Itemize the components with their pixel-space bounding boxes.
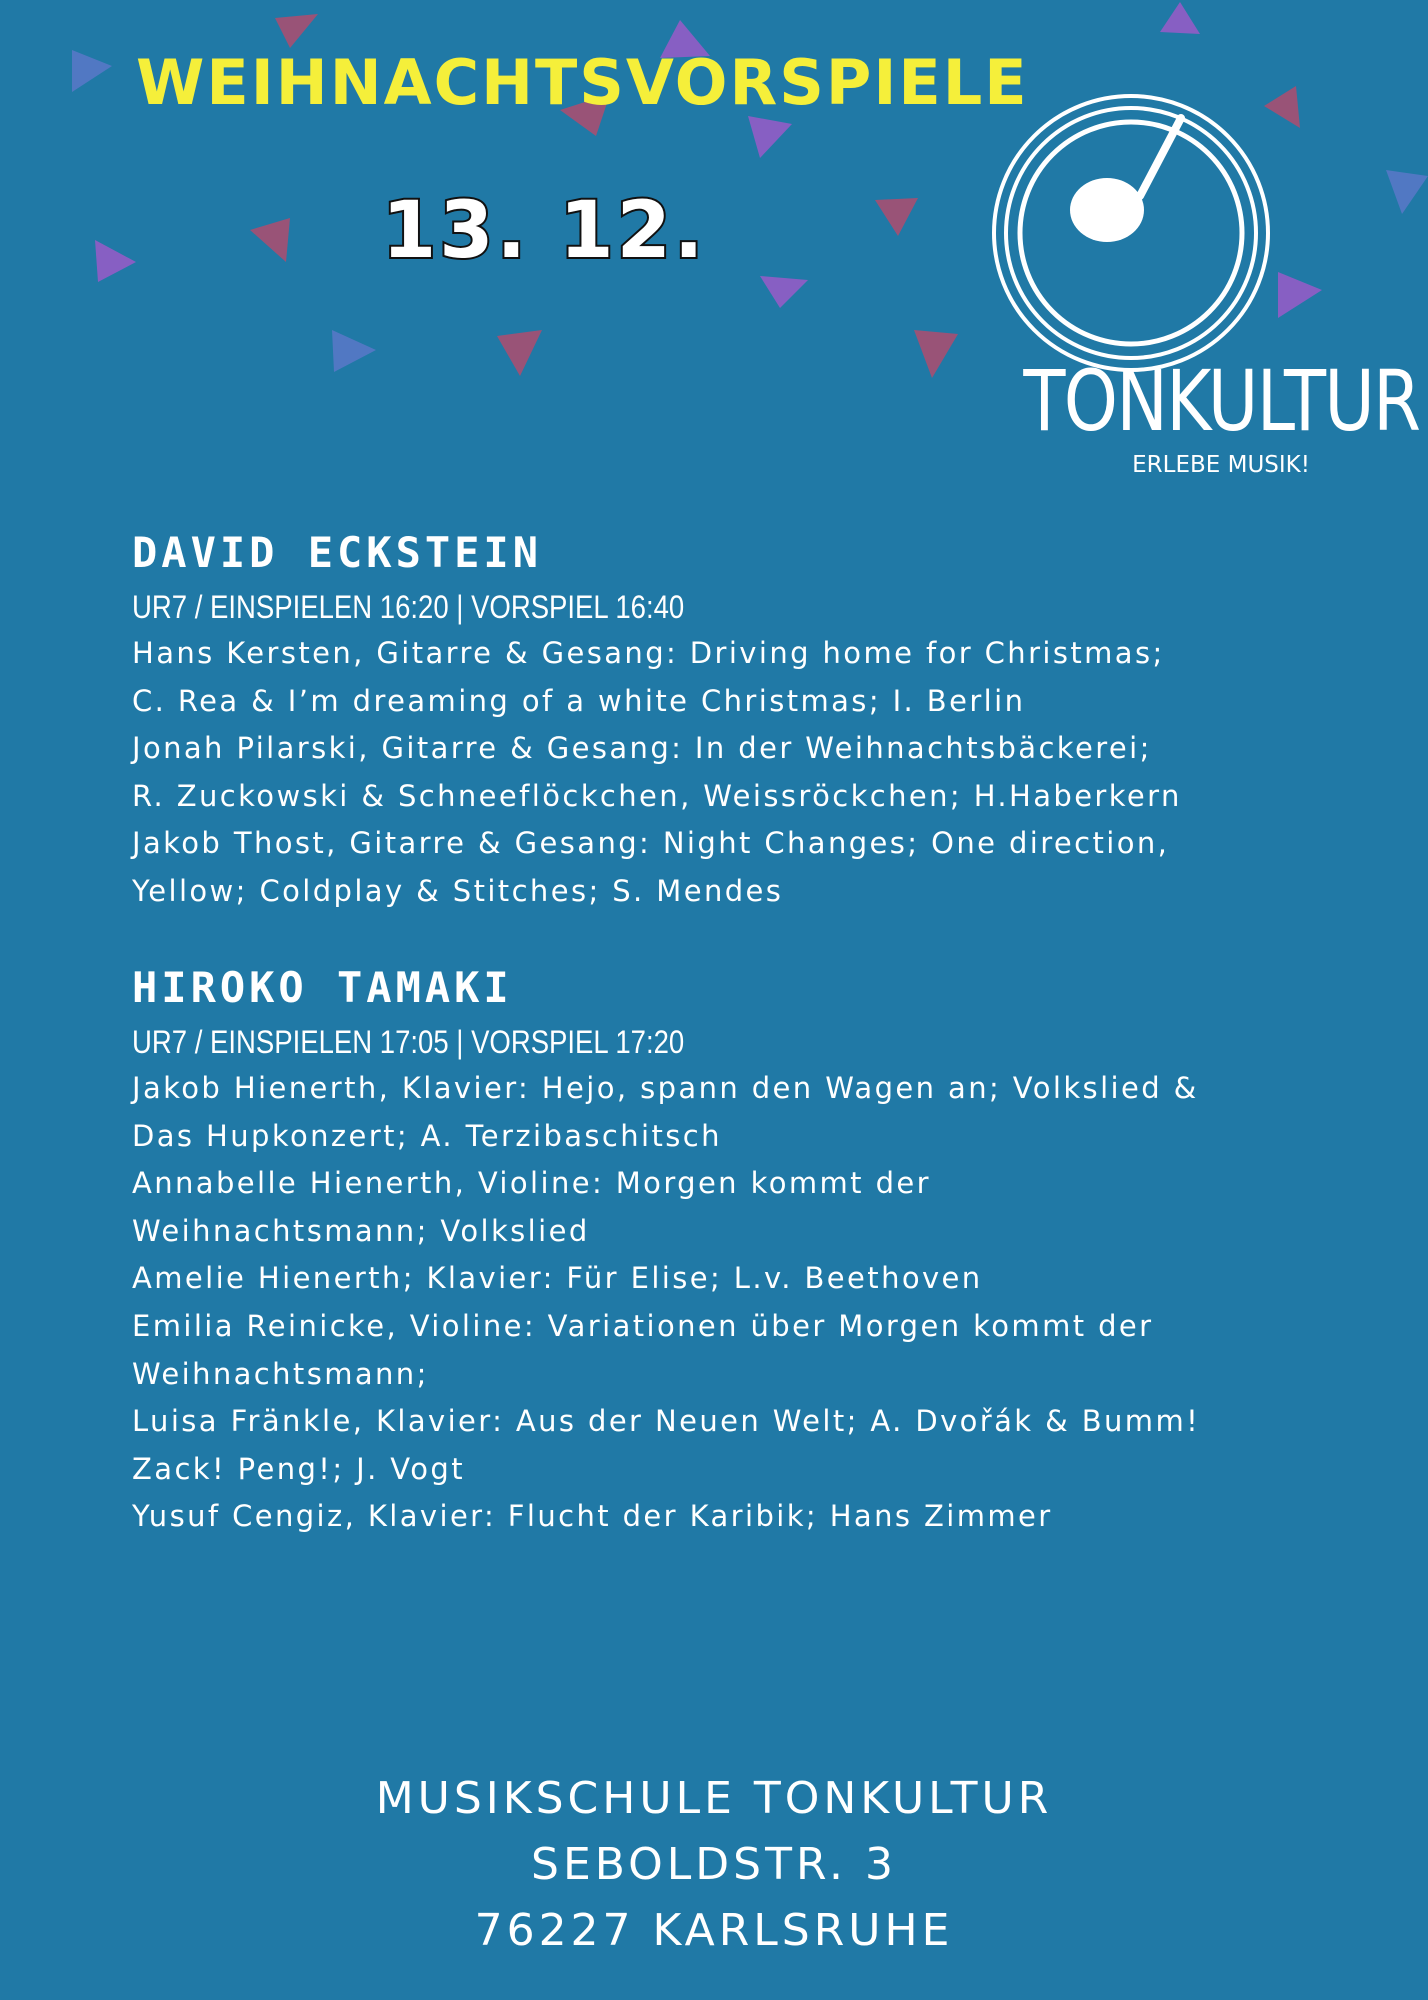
confetti-triangle [748,116,792,158]
confetti-triangle [275,14,318,48]
teacher-section [132,528,1332,916]
program-line: C. Rea & I’m dreaming of a white Christmas; I. Berlin [132,683,1026,718]
program-line: Das Hupkonzert; A. Terzibaschitsch [132,1118,722,1153]
program-line: Emilia Reinicke, Violine: Variationen über Morgen kommt der [132,1308,1154,1343]
event-date: 13. 12. [382,186,707,276]
confetti-triangle [1278,272,1322,318]
confetti-triangle [914,330,958,378]
program-line: Jakob Thost, Gitarre & Gesang: Night Changes; One direction, [132,826,1170,861]
venue-city: 76227 KARLSRUHE [474,1905,954,1956]
program-line: Jonah Pilarski, Gitarre & Gesang: In der Weihnachtsbäckerei; [132,731,1152,766]
program-line: Annabelle Hienerth, Violine: Morgen kommt der [132,1166,931,1201]
schedule-info: UR7 / EINSPIELEN 17:05 | VORSPIEL 17:20 [132,1024,685,1060]
program-line: Yellow; Coldplay & Stitches; S. Mendes [132,873,784,908]
confetti-triangle [250,218,290,262]
program-line: Weihnachtsmann; Volkslied [132,1213,590,1248]
confetti-triangle [1160,2,1200,34]
program-line: Jakob Hienerth, Klavier: Hejo, spann den Wagen an; Volkslied & [132,1071,1199,1105]
program-line: Zack! Peng!; J. Vogt [132,1451,466,1486]
confetti-triangle [72,50,112,92]
program-line: Hans Kersten, Gitarre & Gesang: Driving home for Christmas; [132,636,1165,670]
confetti-triangle [760,276,808,308]
confetti-triangle [1386,170,1428,214]
venue-street: SEBOLDSTR. 3 [531,1839,897,1890]
teacher-name: DAVID ECKSTEIN [132,528,543,577]
brand-name: TONKULTUR [1023,352,1420,450]
venue-name: MUSIKSCHULE TONKULTUR [375,1773,1053,1824]
teacher-name: HIROKO TAMAKI [132,963,513,1012]
confetti-triangle [332,330,376,372]
venue-address [0,1766,1428,1964]
program-line: Yusuf Cengiz, Klavier: Flucht der Karibik; Hans Zimmer [132,1499,1053,1534]
program-line: Weihnachtsmann; [132,1356,429,1391]
program-line: Amelie Hienerth; Klavier: Für Elise; L.v. Beethoven [132,1261,983,1296]
music-note-icon [990,92,1272,374]
confetti-triangle [875,198,918,236]
program-line: Luisa Fränkle, Klavier: Aus der Neuen Welt; A. Dvořák & Bumm! [132,1404,1201,1439]
event-title: WEIHNACHTSVORSPIELE [136,46,1029,119]
schedule-info: UR7 / EINSPIELEN 16:20 | VORSPIEL 16:40 [132,589,685,625]
confetti-triangle [497,330,542,376]
teacher-section [132,963,1332,1541]
brand-tagline: ERLEBE MUSIK! [1132,452,1310,478]
program-line: R. Zuckowski & Schneeflöckchen, Weissröckchen; H.Haberkern [132,778,1182,813]
confetti-triangle [95,240,136,282]
